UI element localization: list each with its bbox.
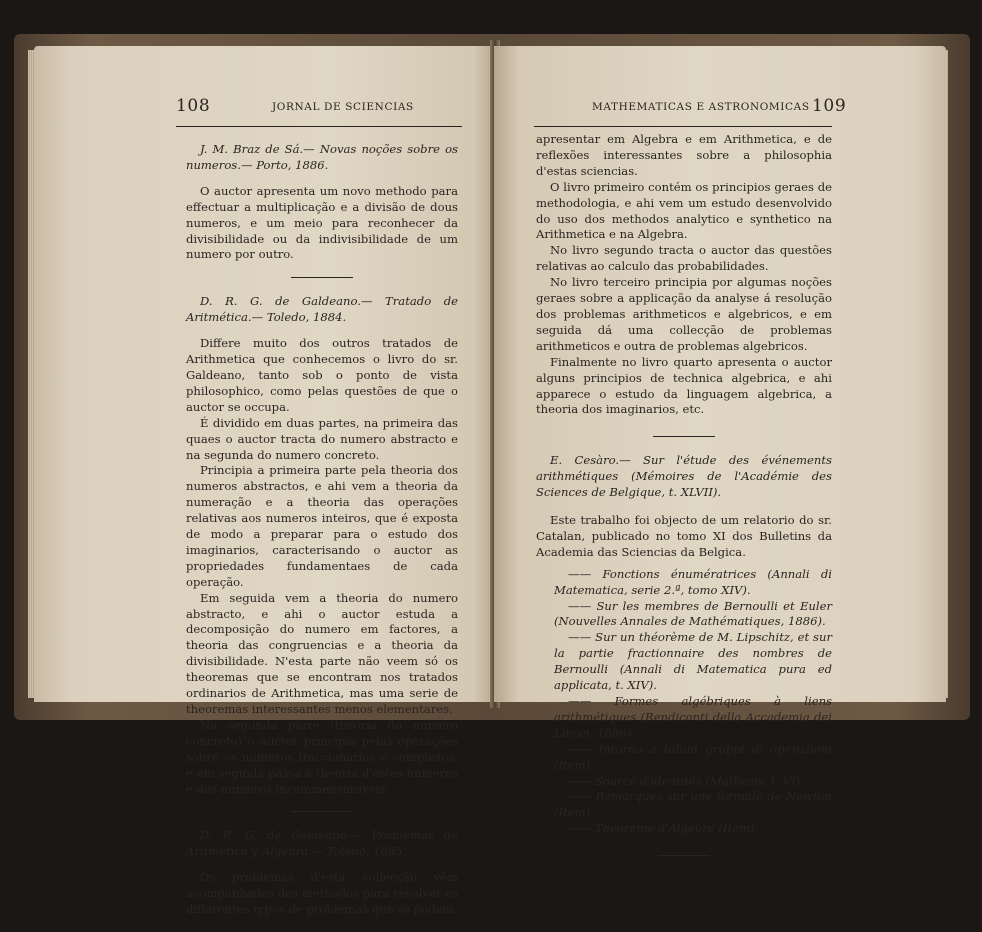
entry-galdeano-problemas xyxy=(186,828,458,918)
entry-paragraph: O auctor apresenta um novo methodo para effectuar a multiplicação e a divisão de dous numeros, e um meio para reconhecer da divisibilidade ou da indivisibilidade de um numero por outro. xyxy=(186,183,458,262)
section-separator xyxy=(291,811,353,812)
right-page-body xyxy=(536,132,832,872)
entry-paragraph: Em seguida vem a theoria do numero abstracto, e ahi o auctor estuda a decomposição do numero em factores, a theoria das congruencias e a theoria da divisibilidade. N'esta parte não veem só os theoremas que se encontram nos tratados ordinarios de Arithmetica, mas uma serie de theoremas interessantes menos elementares. xyxy=(186,590,458,716)
list-item: —— Théorème d'Algèbre (Item). xyxy=(568,821,759,836)
cesaro-works-list xyxy=(536,567,832,837)
entry-paragraph: Os problemas d'esta collecção vêm acompanhados dos methodos para resolver os differentes typos de problemas que se podem xyxy=(186,870,458,917)
left-running-head xyxy=(34,98,494,122)
right-page-number: 109 xyxy=(812,96,847,116)
entry-paragraph: Na segunda parte (theoria do numero concreto) o auctor principia pelas operações sobre os numeros fraccionarios e complexos, e em seguida passa á theoria d'estes numeros e dos numeros incommensuraveis. xyxy=(186,717,458,796)
entry-paragraph: É dividido em duas partes, na primeira das quaes o auctor tracta do numero abstracto e na segunda do numero concreto. xyxy=(186,415,458,462)
continuation-paragraph: No livro terceiro principia por algumas noções geraes sobre a applicação da analyse á resolução dos problemas arithmeticos e algebricos, e em seguida dá uma collecção de problemas arithmeticos e outra de problemas algebricos. xyxy=(536,275,832,353)
right-head-rule xyxy=(534,126,832,127)
left-running-title: JORNAL DE SCIENCIAS xyxy=(272,101,414,113)
list-item: —— Formes algébriques à liens arithmétiques (Rendiconti della Accademia dei Lincei, 1886). xyxy=(554,694,832,740)
list-item: —— Sur les membres de Bernoulli et Euler (Nouvelles Annales de Mathématiques, 1886). xyxy=(554,598,832,629)
list-item: —— Sur un théorème de M. Lipschitz, et sur la partie fractionnaire des nombres de Bernoulli (Annali di Matematica pura ed applicata, t. XIV). xyxy=(554,630,832,693)
entry-heading: D. R. G. de Galdeano.— Problemas de Aritmética y Algebra.— Toledo, 1885. xyxy=(186,828,458,859)
section-separator xyxy=(291,277,353,278)
entry-braz-de-sa xyxy=(186,142,458,263)
continuation-paragraph: Finalmente no livro quarto apresenta o auctor alguns principios de technica algebrica, e ahi apparece o estudo da linguagem algebrica, a theoria dos imaginarios, etc. xyxy=(536,354,832,417)
right-running-head xyxy=(494,98,946,122)
left-page-body xyxy=(186,142,458,932)
right-running-title: MATHEMATICAS E ASTRONOMICAS xyxy=(592,101,810,113)
right-page xyxy=(494,46,946,836)
end-separator xyxy=(658,855,710,856)
continuation-paragraph: apresentar em Algebra e em Arithmetica, e de reflexões interessantes sobre a philosophia d'estas sciencias. xyxy=(536,132,832,178)
continuation-paragraph: O livro primeiro contém os principios geraes de methodologia, e ahi vem um estudo desenvolvido do uso dos methodos analytico e synthetico na Arithmetica e na Algebra. xyxy=(536,179,832,242)
cesaro-paragraph: Este trabalho foi objecto de um relatorio do sr. Catalan, publicado no tomo XI dos Bulletins da Academia das Sciencias da Belgica. xyxy=(536,513,832,559)
left-page xyxy=(34,46,494,917)
entry-heading: D. R. G. de Galdeano.— Tratado de Aritmética.— Toledo, 1884. xyxy=(186,294,458,325)
left-page-number: 108 xyxy=(176,96,211,116)
list-item: —— Remarques sur une formule de Newton (Item). xyxy=(554,789,832,820)
entry-heading: J. M. Braz de Sá.— Novas noções sobre os numeros.— Porto, 1886. xyxy=(186,142,458,172)
entry-galdeano-tratado xyxy=(186,294,458,797)
cesaro-heading: E. Cesàro.— Sur l'étude des événements arithmétiques (Mémoires de l'Académie des Sciences de Belgique, t. XLVII). xyxy=(536,453,832,500)
list-item: —— Source d'identités (Mathesis, t. VI). xyxy=(568,773,804,788)
entry-paragraph: Principia a primeira parte pela theoria dos numeros abstractos, e ahi vem a theoria da numeração e a theoria das operações relativas aos numeros inteiros, que é exposta de modo a preparar para o estudo dos imaginarios, caracterisando o auctor as propriedades fundamentaes de cada operação. xyxy=(186,463,458,589)
list-item: —— Fonctions énumératrices (Annali di Matematica, serie 2.ª, tomo XIV). xyxy=(554,566,832,597)
left-head-rule xyxy=(176,126,462,127)
entry-paragraph: Differe muito dos outros tratados de Arithmetica que conhecemos o livro do sr. Galdeano, tanto sob o ponto de vista philosophico, como pelas questões de que o auctor se occupa. xyxy=(186,336,458,414)
continuation-paragraph: No livro segundo tracta o auctor das questões relativas ao calculo das probabilidades. xyxy=(536,243,832,274)
list-item: —— Intorno a taluni gruppi di operazioni (Item). xyxy=(554,741,832,772)
section-separator xyxy=(653,436,715,437)
